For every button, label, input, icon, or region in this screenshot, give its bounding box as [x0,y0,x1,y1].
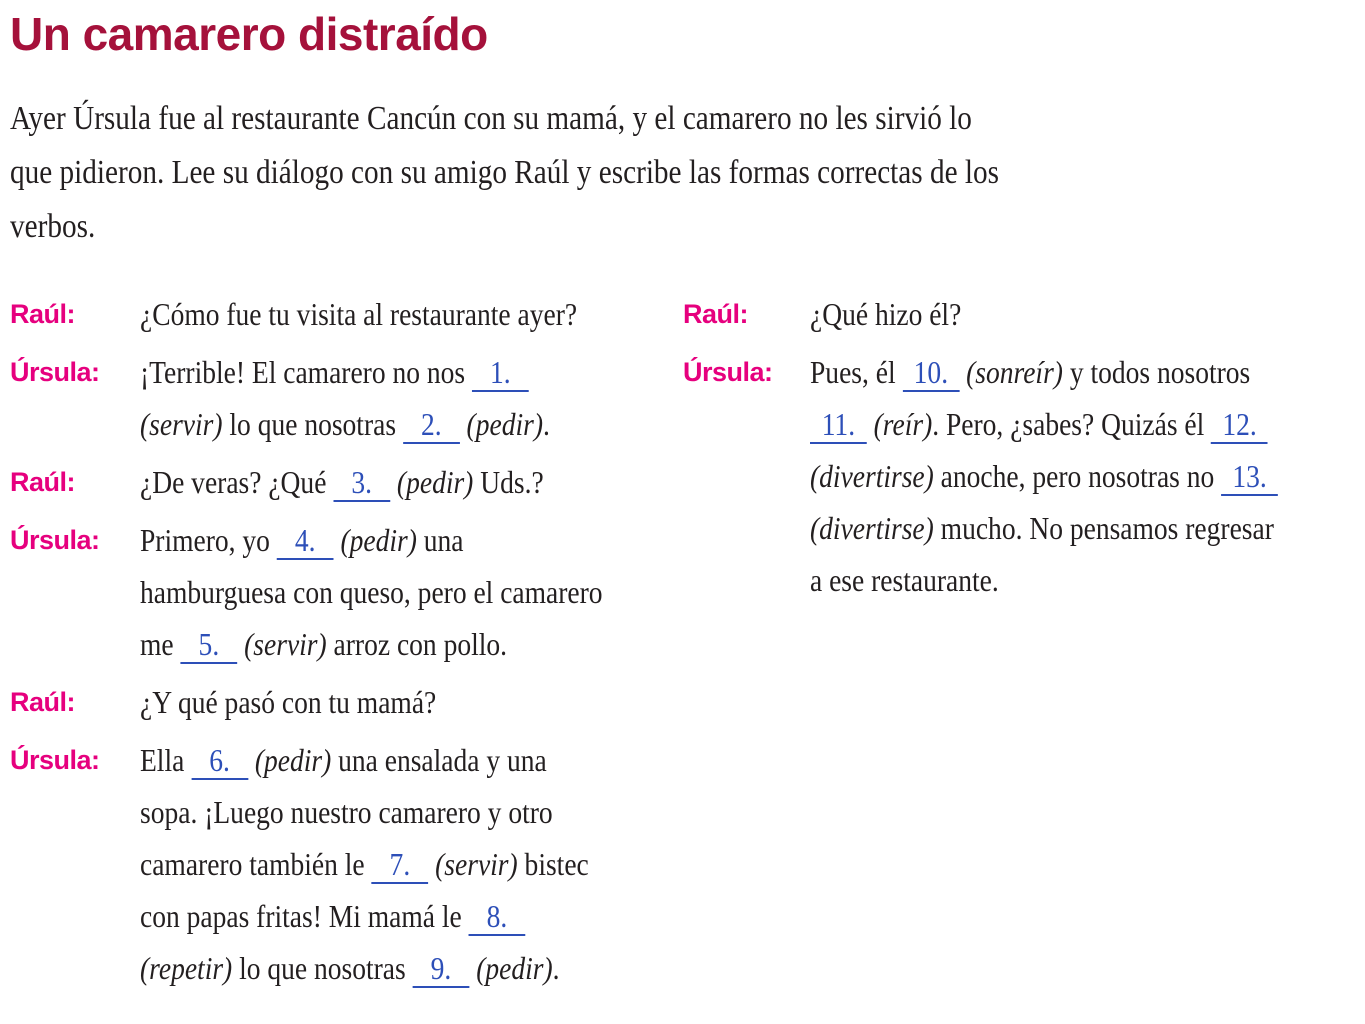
speaker-label: Úrsula: [10,357,100,387]
speech-text [140,346,604,450]
answer-blank[interactable]: 13. [1221,458,1278,496]
speech-fragment: arroz con pollo. [326,626,508,662]
answer-blank[interactable]: 8. [469,898,526,936]
verb-hint: (pedir) [254,742,332,778]
answer-blank[interactable]: 2. [403,406,460,444]
speech-text [810,288,1281,340]
answer-blank[interactable]: 9. [413,950,470,988]
verb-hint: (servir) [435,846,518,882]
speech-fragment: Primero, yo [140,522,277,558]
intro-paragraph: Ayer Úrsula fue al restaurante Cancún con su mamá, y el camarero no les sirvió lo que pidieron. Lee su diálogo con su amigo Raúl y escribe las formas correctas de los verbos. [10,100,999,245]
verb-hint: (servir) [140,406,223,442]
answer-blank[interactable]: 7. [372,846,429,884]
speech-line: ¿Qué hizo él? [810,296,962,332]
dialogue-turn [10,288,680,340]
speech-fragment: ¿De veras? ¿Qué [140,464,334,500]
speaker-label: Raúl: [10,299,75,329]
speech-line: ¿Y qué pasó con tu mamá? [140,684,437,720]
speech-fragment: Ella [140,742,192,778]
answer-blank[interactable]: 4. [277,522,334,560]
verb-hint: (reír) [873,406,933,442]
speech-fragment: una ensalada y una sopa. ¡Luego nuestro camarero y otro camarero también le [140,742,553,882]
speech-fragment: . [552,950,560,986]
speech-fragment: una hamburguesa con queso, pero el camarero me [140,522,603,662]
answer-blank[interactable]: 11. [810,406,867,444]
speech-fragment: mucho. No pensamos regresar a ese restaurante. [810,510,1274,598]
answer-blank[interactable]: 3. [333,464,390,502]
speaker-label: Raúl: [10,467,75,497]
speech-fragment: Pues, él [810,354,903,390]
answer-blank[interactable]: 1. [472,354,529,392]
dialogue-turn [683,346,1358,606]
speaker-label: Úrsula: [683,357,773,387]
speaker-label: Úrsula: [10,745,100,775]
verb-hint: (divertirse) [810,458,934,494]
dialogue-column-right [683,288,1358,612]
speaker-label: Raúl: [10,687,75,717]
speech-text [140,676,604,728]
speech-line: ¿Cómo fue tu visita al restaurante ayer? [140,296,578,332]
dialogue-turn [10,456,680,508]
verb-hint: (divertirse) [810,510,934,546]
verb-hint: (pedir) [396,464,474,500]
speech-fragment: lo que nosotras [232,950,413,986]
speech-text [140,514,604,670]
verb-hint: (pedir) [466,406,543,442]
speaker-label: Raúl: [683,299,748,329]
speech-fragment: . Pero, ¿sabes? Quizás él [932,406,1212,442]
page-title: Un camarero distraído [10,8,488,60]
dialogue-turn [10,676,680,728]
speech-fragment: lo que nosotras [222,406,403,442]
answer-blank[interactable]: 12. [1211,406,1268,444]
speech-text [810,346,1281,606]
speech-fragment: bistec con papas fritas! Mi mamá le [140,846,589,934]
speech-fragment: y todos nosotros [1062,354,1251,390]
speech-fragment: . [542,406,550,442]
speech-fragment: ¡Terrible! El camarero no nos [140,354,472,390]
answer-blank[interactable]: 5. [181,626,238,664]
dialogue-turn [10,346,680,450]
speech-text [140,456,604,508]
answer-blank[interactable]: 6. [191,742,248,780]
dialogue-turn [10,514,680,670]
dialogue-column-left [10,288,680,1000]
answer-blank[interactable]: 10. [902,354,959,392]
dialogue-turn [683,288,1358,340]
speech-text [140,288,604,340]
speech-fragment: Uds.? [473,464,544,500]
speech-fragment: anoche, pero nosotras no [933,458,1222,494]
verb-hint: (repetir) [140,950,233,986]
verb-hint: (servir) [244,626,327,662]
verb-hint: (pedir) [340,522,417,558]
dialogue-turn [10,734,680,994]
verb-hint: (sonreír) [966,354,1063,390]
speaker-label: Úrsula: [10,525,100,555]
verb-hint: (pedir) [476,950,553,986]
speech-text [140,734,604,994]
